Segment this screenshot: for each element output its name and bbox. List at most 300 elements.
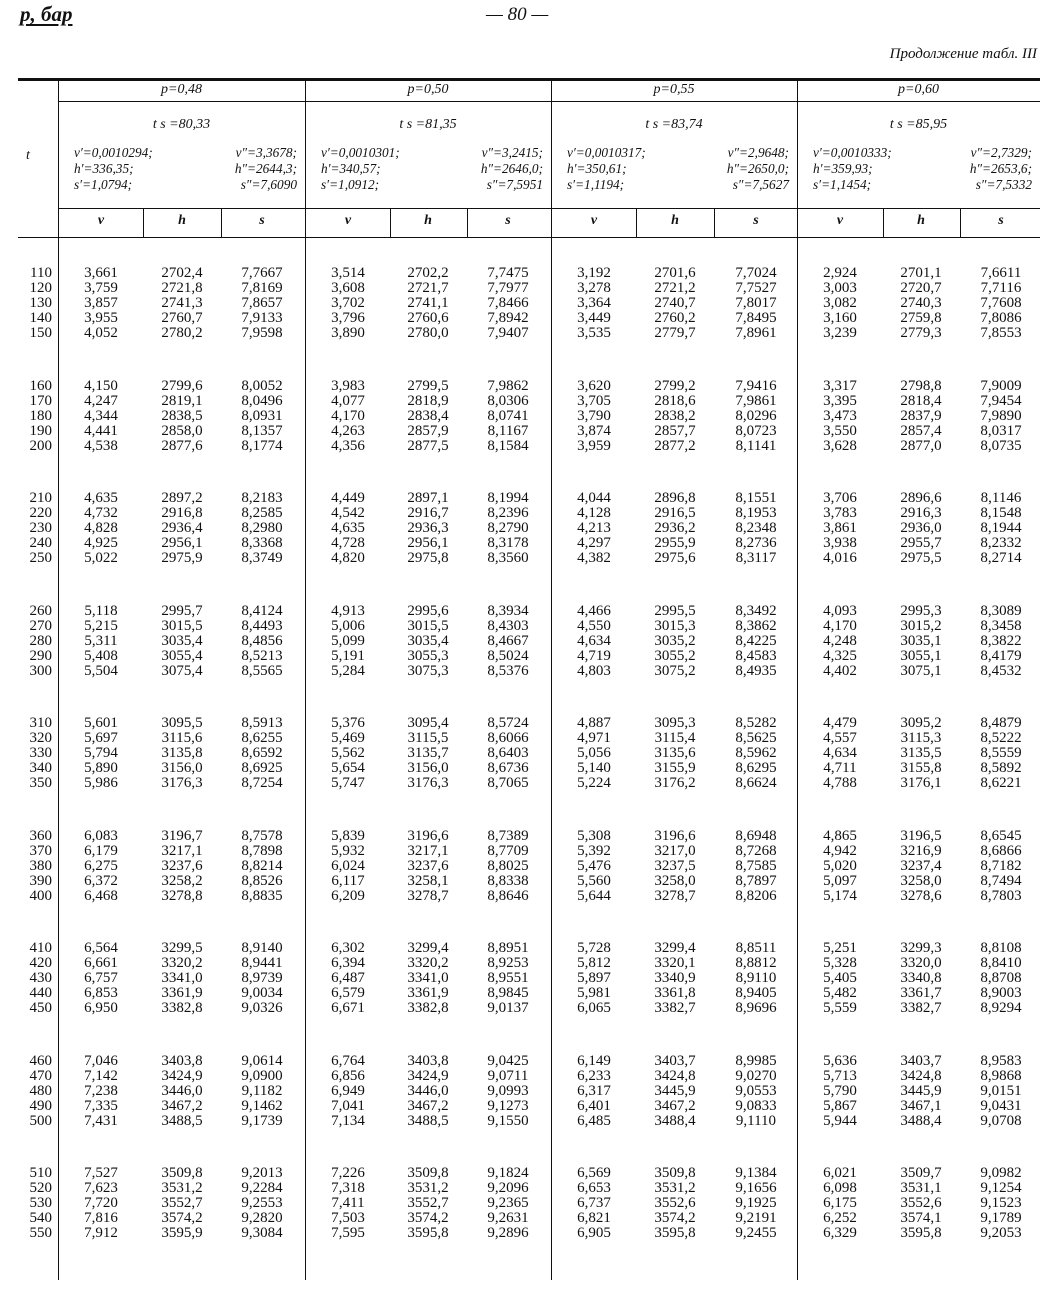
table-cell: 3095,3 [654,715,696,731]
table-cell: 3,790 [577,408,611,424]
table-cell: 8,9110 [735,970,777,986]
table-cell: 6,856 [331,1068,365,1084]
table-cell: 8,1551 [735,490,777,506]
table-cell: 6,179 [84,843,118,859]
table-cell: 3445,9 [900,1083,942,1099]
table-cell: 2760,2 [654,310,696,326]
group-divider [797,80,798,1280]
table-cell: 3156,0 [161,760,203,776]
table-cell: 3237,4 [900,858,942,874]
table-cell: 6,949 [331,1083,365,1099]
table-cell: 3403,7 [900,1053,942,1069]
temperature-block: 410 420 430 440 450 [29,940,52,1016]
table-cell: 2995,3 [900,603,942,619]
table-cell: 2701,1 [900,265,942,281]
column-header-s: s [505,213,511,228]
table-cell: 3237,6 [407,858,449,874]
table-cell: 4,016 [823,550,857,566]
saturation-right-value: v″=3,3678; [235,145,297,160]
table-cell: 4,538 [84,438,118,454]
table-cell: 3,938 [823,535,857,551]
table-cell: 3488,4 [900,1113,942,1129]
table-cell: 8,3492 [735,603,777,619]
table-cell: 9,1789 [980,1210,1022,1226]
table-cell: 8,8526 [241,873,283,889]
temperature-block: 210 220 230 240 250 [29,490,52,566]
table-cell: 6,468 [84,888,118,904]
table-cell: 2896,8 [654,490,696,506]
table-cell: 3095,4 [407,715,449,731]
table-cell: 8,3862 [735,618,777,634]
page-header-unit: р, бар [20,2,73,26]
table-cell: 8,6545 [980,828,1022,844]
table-cell: 3278,7 [654,888,696,904]
table-cell: 9,0034 [241,985,283,1001]
table-cell: 8,5724 [487,715,529,731]
table-cell: 3055,2 [654,648,696,664]
table-cell: 8,8206 [735,888,777,904]
table-cell: 3,796 [331,310,365,326]
table-cell: 3,550 [823,423,857,439]
table-cell: 9,0833 [735,1098,777,1114]
table-cell: 8,5892 [980,760,1022,776]
table-cell: 6,252 [823,1210,857,1226]
table-cell: 3,620 [577,378,611,394]
table-cell: 6,661 [84,955,118,971]
table-cell: 3015,5 [407,618,449,634]
table-top-rule [18,78,1040,81]
table-cell: 8,6592 [241,745,283,761]
table-cell: 3115,4 [654,730,696,746]
table-cell: 3176,3 [161,775,203,791]
table-cell: 8,5024 [487,648,529,664]
table-cell: 5,601 [84,715,118,731]
table-cell: 5,636 [823,1053,857,1069]
table-cell: 4,441 [84,423,118,439]
table-cell: 3531,2 [161,1180,203,1196]
table-cell: 3,705 [577,393,611,409]
table-cell: 3595,8 [407,1225,449,1241]
table-cell: 5,713 [823,1068,857,1084]
table-cell: 8,3934 [487,603,529,619]
table-cell: 4,128 [577,505,611,521]
table-cell: 8,6295 [735,760,777,776]
table-cell: 3,874 [577,423,611,439]
table-cell: 8,5282 [735,715,777,731]
saturation-left-value: s′=1,1194; [567,177,625,192]
table-cell: 3155,9 [654,760,696,776]
saturation-left-value: s′=1,1454; [813,177,872,192]
table-cell: 5,469 [331,730,365,746]
table-cell: 6,737 [577,1195,611,1211]
column-header-v: v [344,213,352,228]
table-cell: 8,1141 [735,438,777,454]
table-cell: 7,9861 [735,393,777,409]
table-cell: 2799,5 [407,378,449,394]
table-cell: 8,8025 [487,858,529,874]
table-cell: 6,821 [577,1210,611,1226]
table-cell: 5,839 [331,828,365,844]
table-cell: 3424,9 [407,1068,449,1084]
table-cell: 7,503 [331,1210,365,1226]
table-cell: 3320,0 [900,955,942,971]
table-cell: 2877,6 [161,438,203,454]
table-cell: 8,9551 [487,970,529,986]
table-cell: 8,3089 [980,603,1022,619]
table-cell: 8,9845 [487,985,529,1001]
table-cell: 3135,7 [407,745,449,761]
table-cell: 8,0723 [735,423,777,439]
column-header-v: v [97,213,105,228]
t-column-header: t [26,148,30,163]
table-cell: 8,9003 [980,985,1022,1001]
table-cell: 8,1953 [735,505,777,521]
table-cell: 3,702 [331,295,365,311]
table-cell: 8,7389 [487,828,529,844]
table-cell: 7,411 [331,1195,365,1211]
saturation-left-value: h′=340,57; [321,161,381,176]
table-cell: 5,408 [84,648,118,664]
subcolumn-divider [390,209,391,237]
table-cell: 9,2284 [241,1180,283,1196]
table-cell: 2956,1 [161,535,203,551]
table-cell: 3035,4 [161,633,203,649]
table-cell: 2975,8 [407,550,449,566]
saturation-left-value: s′=1,0794; [74,177,133,192]
table-cell: 9,0431 [980,1098,1022,1114]
table-cell: 3,890 [331,325,365,341]
table-cell: 3075,4 [161,663,203,679]
table-cell: 3467,2 [161,1098,203,1114]
table-cell: 3446,0 [407,1083,449,1099]
table-cell: 5,932 [331,843,365,859]
table-cell: 7,7667 [241,265,283,281]
table-cell: 8,1584 [487,438,529,454]
table-cell: 8,3822 [980,633,1022,649]
saturation-right-value: s″=7,5951 [486,177,543,192]
table-cell: 7,9407 [487,325,529,341]
table-cell: 9,2553 [241,1195,283,1211]
table-cell: 5,697 [84,730,118,746]
saturation-left-value: v′=0,0010301; [321,145,400,160]
table-cell: 8,1146 [980,490,1022,506]
saturation-right-value: h″=2650,0; [726,161,789,176]
table-cell: 5,392 [577,843,611,859]
table-cell: 8,8214 [241,858,283,874]
table-cell: 9,1462 [241,1098,283,1114]
saturation-left-value: v′=0,0010317; [567,145,646,160]
pressure-underline [58,101,1040,102]
table-cell: 3216,9 [900,843,942,859]
table-cell: 8,9985 [735,1053,777,1069]
table-cell: 3035,2 [654,633,696,649]
table-cell: 5,562 [331,745,365,761]
column-header-h: h [671,213,679,228]
table-cell: 5,215 [84,618,118,634]
table-cell: 2936,3 [407,520,449,536]
table-cell: 3075,3 [407,663,449,679]
table-cell: 3,395 [823,393,857,409]
table-cell: 2995,6 [407,603,449,619]
pressure-label: р=0,48 [161,82,202,97]
table-cell: 8,9868 [980,1068,1022,1084]
table-cell: 5,794 [84,745,118,761]
table-cell: 5,020 [823,858,857,874]
table-cell: 6,024 [331,858,365,874]
table-cell: 6,149 [577,1053,611,1069]
table-cell: 3382,7 [654,1000,696,1016]
table-cell: 5,056 [577,745,611,761]
table-cell: 9,1384 [735,1165,777,1181]
table-cell: 8,4124 [241,603,283,619]
table-cell: 3552,6 [654,1195,696,1211]
table-cell: 2780,2 [161,325,203,341]
table-cell: 2720,7 [900,280,942,296]
table-cell: 3095,5 [161,715,203,731]
table-cell: 3258,1 [407,873,449,889]
temperature-block: 160 170 180 190 200 [29,378,52,454]
table-cell: 9,2053 [980,1225,1022,1241]
table-cell: 3299,4 [407,940,449,956]
table-cell: 3361,8 [654,985,696,1001]
table-cell: 7,8466 [487,295,529,311]
table-cell: 2780,0 [407,325,449,341]
table-cell: 9,2365 [487,1195,529,1211]
subcolumn-divider [714,209,715,237]
table-cell: 4,402 [823,663,857,679]
table-cell: 8,8708 [980,970,1022,986]
table-cell: 5,284 [331,663,365,679]
table-cell: 2936,4 [161,520,203,536]
table-cell: 2916,5 [654,505,696,521]
subcolumn-divider [883,209,884,237]
subcolumn-divider [467,209,468,237]
table-cell: 8,3458 [980,618,1022,634]
table-cell: 3,364 [577,295,611,311]
temperature-block: 460 470 480 490 500 [29,1053,52,1129]
table-cell: 3,608 [331,280,365,296]
table-cell: 2877,2 [654,438,696,454]
table-cell: 6,233 [577,1068,611,1084]
table-cell: 2877,5 [407,438,449,454]
table-cell: 3574,2 [161,1210,203,1226]
table-cell: 2721,8 [161,280,203,296]
table-cell: 9,0270 [735,1068,777,1084]
saturation-right-value: s″=7,5627 [732,177,789,192]
column-header-s: s [259,213,265,228]
table-cell: 7,8495 [735,310,777,326]
table-cell: 9,3084 [241,1225,283,1241]
table-cell: 3,759 [84,280,118,296]
table-cell: 3424,8 [654,1068,696,1084]
table-cell: 5,790 [823,1083,857,1099]
table-cell: 7,6611 [980,265,1022,281]
table-cell: 3574,2 [654,1210,696,1226]
table-cell: 3320,2 [161,955,203,971]
column-header-s: s [753,213,759,228]
table-cell: 8,6925 [241,760,283,776]
table-cell: 3341,0 [161,970,203,986]
table-cell: 3,003 [823,280,857,296]
saturation-right-value: h″=2646,0; [480,161,543,176]
table-cell: 7,816 [84,1210,118,1226]
column-header-v: v [590,213,598,228]
table-cell: 8,7803 [980,888,1022,904]
table-cell: 8,2790 [487,520,529,536]
table-cell: 9,1110 [735,1113,777,1129]
table-cell: 8,7897 [735,873,777,889]
table-cell: 3176,2 [654,775,696,791]
table-cell: 8,7494 [980,873,1022,889]
table-cell: 3509,8 [407,1165,449,1181]
table-cell: 7,134 [331,1113,365,1129]
table-cell: 8,2980 [241,520,283,536]
table-cell: 5,654 [331,760,365,776]
table-cell: 8,0496 [241,393,283,409]
table-cell: 4,077 [331,393,365,409]
table-cell: 5,099 [331,633,365,649]
table-cell: 5,376 [331,715,365,731]
column-header-h: h [424,213,432,228]
table-cell: 9,0326 [241,1000,283,1016]
table-cell: 3,514 [331,265,365,281]
table-cell: 3135,8 [161,745,203,761]
table-cell: 4,971 [577,730,611,746]
table-cell: 3,449 [577,310,611,326]
table-cell: 3361,7 [900,985,942,1001]
table-cell: 2702,2 [407,265,449,281]
table-cell: 9,0151 [980,1083,1022,1099]
table-cell: 4,913 [331,603,365,619]
table-cell: 4,052 [84,325,118,341]
table-cell: 4,542 [331,505,365,521]
table-cell: 9,1182 [241,1083,283,1099]
table-cell: 2759,8 [900,310,942,326]
table-cell: 6,329 [823,1225,857,1241]
table-cell: 8,8511 [735,940,777,956]
table-cell: 8,5222 [980,730,1022,746]
table-cell: 6,175 [823,1195,857,1211]
table-cell: 3,861 [823,520,857,536]
table-cell: 8,9441 [241,955,283,971]
table-cell: 8,3117 [735,550,777,566]
table-cell: 9,0553 [735,1083,777,1099]
table-cell: 7,527 [84,1165,118,1181]
table-cell: 2798,8 [900,378,942,394]
table-cell: 4,788 [823,775,857,791]
column-header-h: h [178,213,186,228]
table-cell: 7,8169 [241,280,283,296]
saturation-left-value: h′=359,93; [813,161,873,176]
table-cell: 5,140 [577,760,611,776]
table-cell: 3320,2 [407,955,449,971]
table-cell: 7,9416 [735,378,777,394]
table-cell: 9,2013 [241,1165,283,1181]
table-cell: 9,2820 [241,1210,283,1226]
column-header-rule [18,237,1040,238]
table-cell: 8,4935 [735,663,777,679]
table-cell: 3258,2 [161,873,203,889]
table-cell: 8,3368 [241,535,283,551]
table-cell: 8,0317 [980,423,1022,439]
table-cell: 9,1739 [241,1113,283,1129]
table-cell: 3237,6 [161,858,203,874]
table-cell: 3531,1 [900,1180,942,1196]
table-cell: 8,6255 [241,730,283,746]
table-cell: 6,579 [331,985,365,1001]
table-cell: 4,803 [577,663,611,679]
table-cell: 4,550 [577,618,611,634]
table-cell: 3,706 [823,490,857,506]
saturation-temperature: t s =85,95 [889,117,948,132]
table-cell: 3156,0 [407,760,449,776]
table-cell: 3574,1 [900,1210,942,1226]
table-cell: 4,887 [577,715,611,731]
table-cell: 7,8086 [980,310,1022,326]
table-cell: 8,2348 [735,520,777,536]
subcolumn-divider [143,209,144,237]
table-cell: 3509,8 [161,1165,203,1181]
saturation-right-value: s″=7,6090 [240,177,297,192]
table-cell: 2916,3 [900,505,942,521]
table-cell: 4,263 [331,423,365,439]
table-cell: 3115,6 [161,730,203,746]
subcolumn-divider [636,209,637,237]
table-cell: 9,0993 [487,1083,529,1099]
table-cell: 5,251 [823,940,857,956]
table-cell: 9,2191 [735,1210,777,1226]
table-cell: 7,8657 [241,295,283,311]
table-cell: 5,812 [577,955,611,971]
table-cell: 6,905 [577,1225,611,1241]
table-cell: 8,8951 [487,940,529,956]
table-cell: 2955,9 [654,535,696,551]
table-cell: 3095,2 [900,715,942,731]
table-cell: 8,8646 [487,888,529,904]
table-cell: 4,247 [84,393,118,409]
table-cell: 3382,8 [407,1000,449,1016]
table-cell: 7,7527 [735,280,777,296]
table-cell: 8,6866 [980,843,1022,859]
table-cell: 2818,6 [654,393,696,409]
table-cell: 3115,3 [900,730,942,746]
table-cell: 3,628 [823,438,857,454]
table-cell: 3382,8 [161,1000,203,1016]
table-cell: 2995,5 [654,603,696,619]
table-cell: 4,820 [331,550,365,566]
table-cell: 4,711 [823,760,857,776]
table-cell: 3217,0 [654,843,696,859]
column-header-h: h [917,213,925,228]
table-cell: 3361,9 [161,985,203,1001]
table-cell: 4,325 [823,648,857,664]
table-cell: 5,308 [577,828,611,844]
table-cell: 3055,1 [900,648,942,664]
table-cell: 5,405 [823,970,857,986]
table-cell: 2857,7 [654,423,696,439]
saturation-left-value: v′=0,0010294; [74,145,153,160]
table-cell: 3,239 [823,325,857,341]
table-cell: 3424,9 [161,1068,203,1084]
table-cell: 3035,1 [900,633,942,649]
table-cell: 2721,7 [407,280,449,296]
table-cell: 3035,4 [407,633,449,649]
table-cell: 3,983 [331,378,365,394]
table-cell: 3176,3 [407,775,449,791]
table-cell: 7,7475 [487,265,529,281]
table-cell: 5,328 [823,955,857,971]
table-cell: 8,2736 [735,535,777,551]
